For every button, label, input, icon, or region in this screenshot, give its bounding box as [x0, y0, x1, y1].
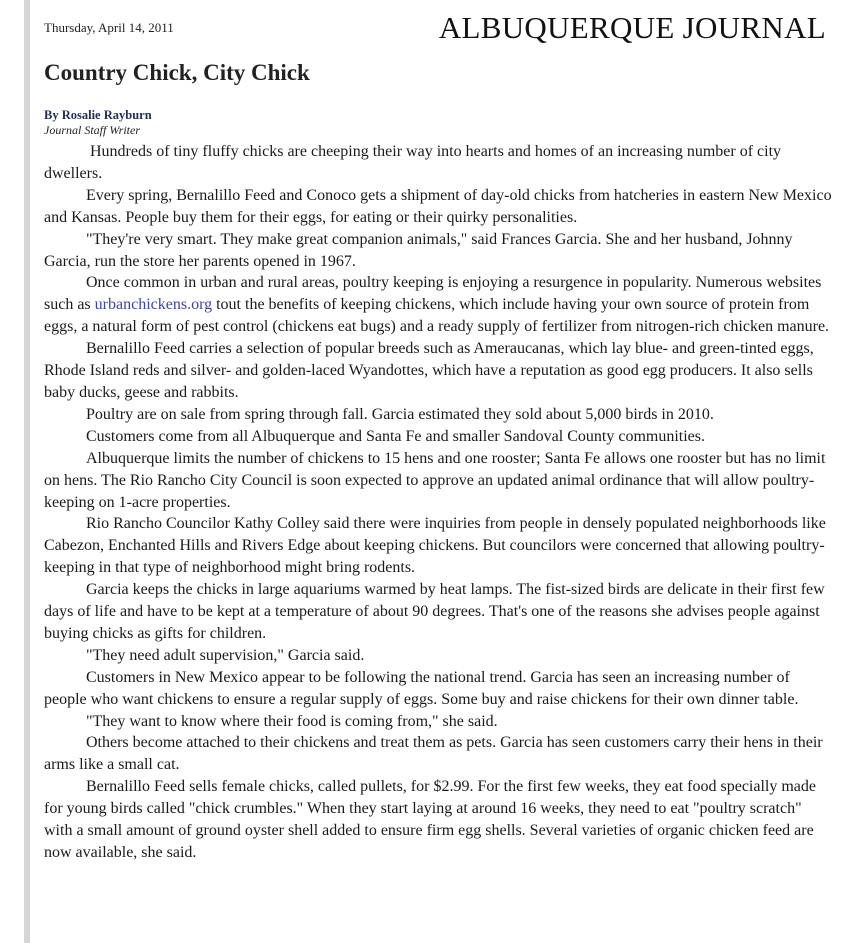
- publication-date: Thursday, April 14, 2011: [44, 20, 174, 35]
- page-edge-rule: [24, 0, 30, 943]
- paragraph-14: Others become attached to their chickens and treat them as pets. Garcia has seen customers carry their hens in their arms like a small cat.: [44, 734, 823, 774]
- paragraph-3: "They're very smart. They make great companion animals," said Frances Garcia. She and her husband, Johnny Garcia, run the store her parents opened in 1967.: [44, 230, 793, 270]
- article-body: [44, 141, 834, 864]
- paragraph-10: Garcia keeps the chicks in large aquariums warmed by heat lamps. The fist-sized birds are delicate in their first few days of life and have to be kept at a temperature of about 90 degrees. That's one of the reasons she advises people against buying chicks as gifts for children.: [44, 581, 825, 642]
- paragraph-4-rest: tout the benefits of keeping chickens, which include having your own source of protein from eggs, a natural form of pest control (chickens eat bugs) and a ready supply of fertilizer from nitrogen-rich chicken manure.: [44, 296, 830, 336]
- paragraph-1: Hundreds of tiny fluffy chicks are cheeping their way into hearts and homes of an increasing number of city dwellers.: [44, 143, 782, 182]
- urbanchickens-link[interactable]: urbanchickens.org: [94, 296, 213, 314]
- author-role: Journal Staff Writer: [44, 123, 140, 137]
- article-page: [44, 0, 834, 864]
- newspaper-name: ALBUQUERQUE JOURNAL: [438, 10, 826, 45]
- paragraph-4: [44, 272, 834, 338]
- paragraph-11: "They need adult supervision," Garcia said.: [86, 646, 365, 664]
- paragraph-2: Every spring, Bernalillo Feed and Conoco gets a shipment of day-old chicks from hatcheries in eastern New Mexico and Kansas. People buy them for their eggs, for eating or their quirky personalities.: [44, 186, 832, 226]
- paragraph-15: Bernalillo Feed sells female chicks, called pullets, for $2.99. For the first few weeks, they eat food specially made for young birds called "chick crumbles." When they start laying at around 16 weeks, they need to eat "poultry scratch" with a small amount of ground oyster shell added to ensure firm egg shells. Several varieties of organic chicken feed are now available, she said.: [44, 778, 816, 861]
- article-headline: Country Chick, City Chick: [44, 60, 310, 85]
- paragraph-6: Poultry are on sale from spring through fall. Garcia estimated they sold about 5,000 birds in 2010.: [86, 405, 714, 423]
- paragraph-7: Customers come from all Albuquerque and Santa Fe and smaller Sandoval County communities.: [86, 427, 705, 445]
- paragraph-12: Customers in New Mexico appear to be following the national trend. Garcia has seen an increasing number of people who want chickens to ensure a regular supply of eggs. Some buy and raise chickens for their own dinner table.: [44, 668, 799, 708]
- author-byline: By Rosalie Rayburn: [44, 108, 152, 122]
- masthead: [44, 0, 834, 52]
- paragraph-13: "They want to know where their food is coming from," she said.: [86, 712, 498, 730]
- paragraph-5: Bernalillo Feed carries a selection of popular breeds such as Ameraucanas, which lay blue- and green-tinted eggs, Rhode Island reds and silver- and golden-laced Wyandottes, which have a reputation as good egg producers. It also sells baby ducks, geese and rabbits.: [44, 340, 814, 401]
- paragraph-9: Rio Rancho Councilor Kathy Colley said there were inquiries from people in densely populated neighborhoods like Cabezon, Enchanted Hills and Rivers Edge about keeping chickens. But councilors were concerned that allowing poultry-keeping in that type of neighborhood might bring rodents.: [44, 515, 826, 577]
- paragraph-4-lead: Once common in urban and rural areas, poultry keeping is enjoying a resurgence in popularity. Numerous websites such as: [44, 274, 822, 314]
- paragraph-8: Albuquerque limits the number of chickens to 15 hens and one rooster; Santa Fe allows one rooster but has no limit on hens. The Rio Rancho City Council is soon expected to approve an updated animal ordinance that will allow poultry-keeping on 1-acre properties.: [44, 449, 826, 511]
